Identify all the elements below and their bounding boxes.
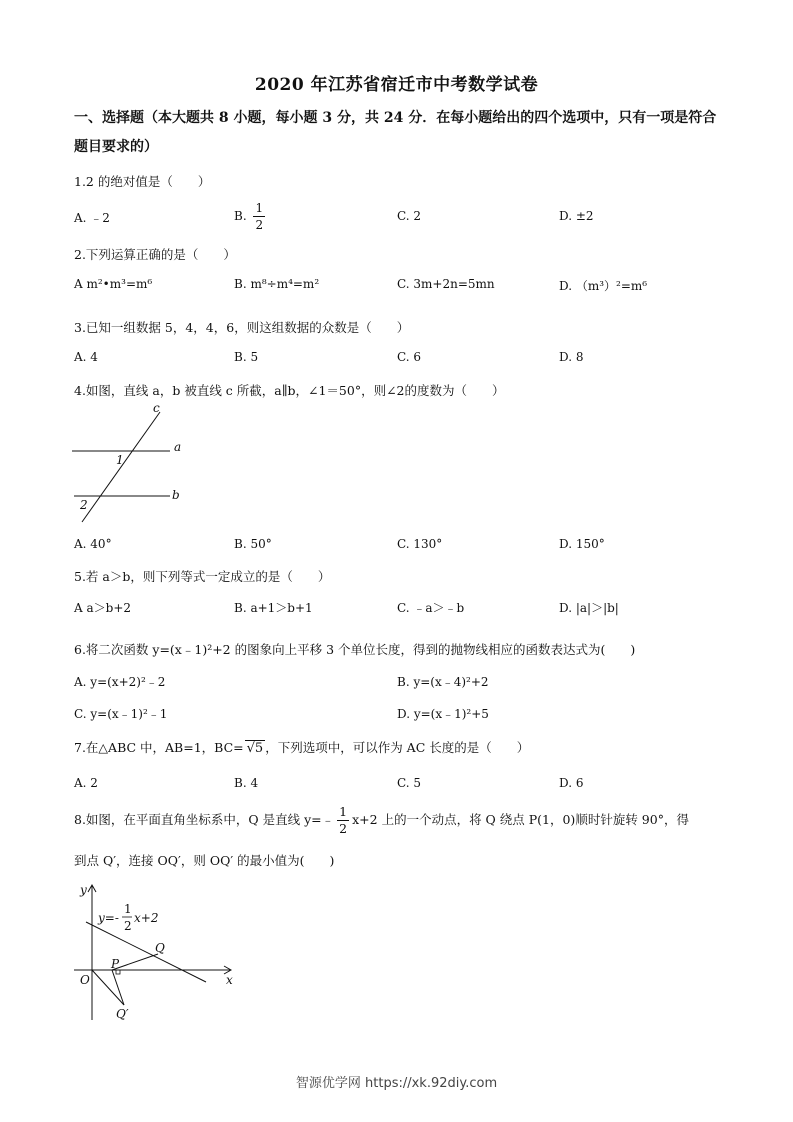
question-8-stem-line1: 8.如图，在平面直角坐标系中，Q 是直线 y=﹣ $\frac{1}{2}$ x+2 上的一个动点，将 Q 绕点 P(1，0)顺时针旋转 90°，得 (74, 804, 689, 836)
question-1-option-d: D. ±2 (559, 209, 594, 223)
label-eq-b: x+2 (134, 911, 159, 925)
question-1-option-b (234, 200, 268, 233)
question-3-option-d: D. 8 (559, 350, 584, 364)
question-7-option-a: A. 2 (74, 776, 98, 790)
label-eq-den: 2 (124, 919, 132, 933)
line-c (82, 412, 160, 522)
label-eq-num: 1 (124, 902, 132, 916)
label-x: x (226, 973, 233, 987)
question-3-option-b: B. 5 (234, 350, 259, 364)
line-y-eq (86, 922, 206, 982)
question-2-option-a: A m²•m³=m⁶ (74, 277, 153, 291)
label-eq-a: y=- (98, 911, 119, 925)
label-angle-2: 2 (80, 498, 88, 512)
label-p: P (111, 957, 120, 971)
label-q: Q (155, 941, 165, 955)
question-3-option-c: C. 6 (397, 350, 422, 364)
label-a: a (174, 440, 182, 454)
question-6-option-b: B. y=(x﹣4)²+2 (397, 675, 489, 689)
question-5-option-d: D. |a|＞|b| (559, 601, 619, 615)
segment-pqp (112, 970, 124, 1005)
question-6-option-c: C. y=(x﹣1)²﹣1 (74, 707, 168, 721)
question-2-option-d: D. （m³）²=m⁶ (559, 279, 648, 293)
question-6-option-a: A. y=(x+2)²﹣2 (74, 675, 166, 689)
parallel-lines-figure (66, 398, 196, 528)
question-6-stem: 6.将二次函数 y=(x﹣1)²+2 的图象向上平移 3 个单位长度，得到的抛物线相应的函数表达式为( ) (74, 642, 636, 657)
label-q-prime: Q′ (116, 1007, 129, 1021)
question-6-option-d: D. y=(x﹣1)²+5 (397, 707, 489, 721)
question-8-stem-line2: 到点 Q′，连接 OQ′，则 OQ′ 的最小值为( ) (74, 853, 335, 868)
question-4-option-b: B. 50° (234, 537, 272, 551)
question-5-option-c: C. ﹣a＞﹣b (397, 601, 465, 615)
question-2-stem: 2.下列运算正确的是（ ） (74, 247, 236, 262)
question-1-option-b-fraction: $\frac{1}{2}$ (255, 201, 264, 232)
label-o: O (80, 973, 90, 987)
question-5-stem: 5.若 a＞b，则下列等式一定成立的是（ ） (74, 569, 331, 584)
page-title: 2020 年江苏省宿迁市中考数学试卷 (254, 75, 539, 95)
label-b: b (172, 488, 180, 502)
question-7-option-b: B. 4 (234, 776, 259, 790)
question-4-option-d: D. 150° (559, 537, 605, 551)
question-5-option-a: A a＞b+2 (74, 601, 132, 615)
question-1-option-c: C. 2 (397, 209, 422, 223)
sqrt-5: √5 (246, 741, 264, 756)
segment-oqp (92, 970, 124, 1005)
question-2-option-c: C. 3m+2n=5mn (397, 277, 495, 291)
label-angle-1: 1 (116, 453, 124, 467)
question-7-option-c: C. 5 (397, 776, 422, 790)
question-3-option-a: A. 4 (74, 350, 98, 364)
question-2-option-b: B. m⁸÷m⁴=m² (234, 277, 320, 291)
question-7-stem: 7.在△ABC 中，AB=1，BC= √5 ，下列选项中，可以作为 AC 长度的是（ ） (74, 740, 530, 756)
question-1-option-a: A. ﹣2 (74, 211, 110, 225)
label-y: y (80, 883, 87, 897)
question-3-stem: 3.已知一组数据 5，4，4，6，则这组数据的众数是（ ） (74, 320, 410, 335)
question-4-stem: 4.如图，直线 a，b 被直线 c 所截，a∥b，∠1＝50°，则∠2的度数为（ ） (74, 383, 505, 398)
label-c: c (153, 401, 160, 415)
footer-watermark: 智源优学网 https://xk.92diy.com (295, 1076, 498, 1091)
coordinate-figure (66, 880, 246, 1025)
question-4-option-a: A. 40° (74, 537, 112, 551)
section-heading: 一、选择题（本大题共 8 小题，每小题 3 分，共 24 分．在每小题给出的四个选项中，只有一项是符合题目要求的） (74, 110, 717, 155)
question-1-option-b-label: B. (234, 209, 247, 223)
question-8-fraction: $\frac{1}{2}$ (339, 804, 348, 836)
question-5-option-b: B. a+1＞b+1 (234, 601, 313, 615)
question-1-stem: 1.2 的绝对值是（ ） (74, 174, 211, 189)
question-4-option-c: C. 130° (397, 537, 443, 551)
question-7-option-d: D. 6 (559, 776, 584, 790)
